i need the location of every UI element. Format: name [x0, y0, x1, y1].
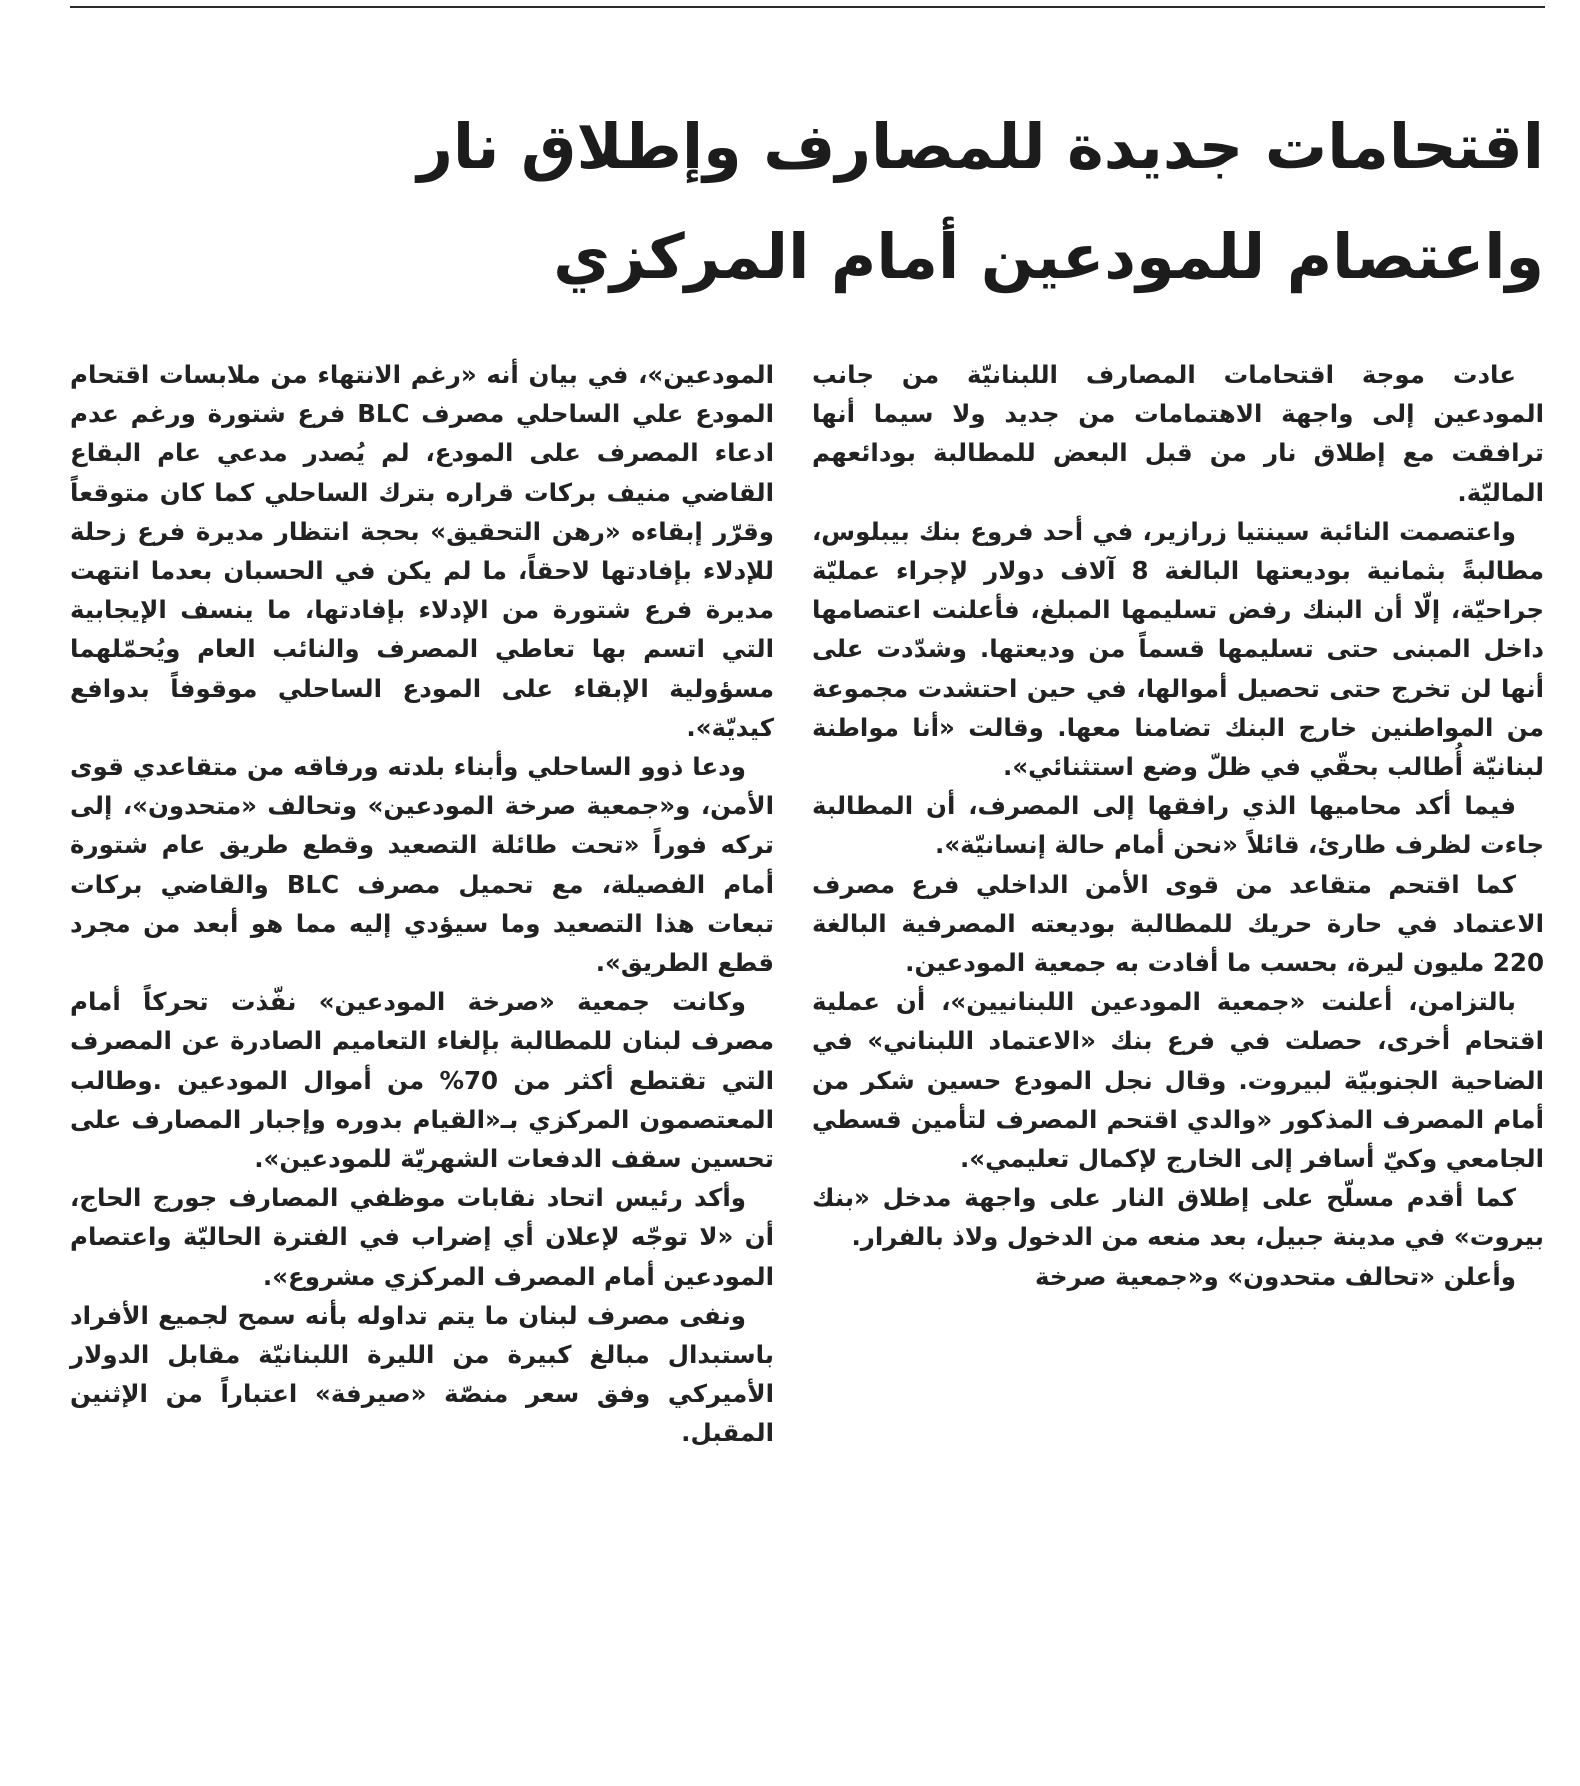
headline-line-1: اقتحامات جديدة للمصارف وإطلاق نار — [417, 110, 1544, 183]
paragraph: واعتصمت النائبة سينتيا زرازير، في أحد فروع بنك بيبلوس، مطالبةً بثمانية بوديعتها البالغة 8 آلاف دولار لإجراء عمليّة جراحيّة، إلّا أن البنك رفض تسليمها المبلغ، فأعلنت اعتصامها داخل المبنى حتى تسليمها قسماً من وديعتها. وشدّدت على أنها لن تخرج حتى تحصيل أموالها، في حين احتشدت مجموعة من المواطنين خارج البنك تضامنا معها. وقالت «أنا مواطنة لبنانيّة أُطالب بحقّي في ظلّ وضع استثنائي». — [812, 516, 1544, 782]
article-headline — [64, 92, 1544, 312]
article-column-right — [812, 355, 1544, 1296]
article-column-left — [70, 355, 774, 1453]
paragraph: كما اقتحم متقاعد من قوى الأمن الداخلي فرع مصرف الاعتماد في حارة حريك للمطالبة بوديعته المصرفية البالغة 220 مليون ليرة، بحسب ما أفادت به جمعية المودعين. — [812, 869, 1544, 978]
top-rule — [70, 6, 1545, 8]
paragraph: وأكد رئيس اتحاد نقابات موظفي المصارف جورج الحاج، أن «لا توجّه لإعلان أي إضراب في الفترة الحاليّة واعتصام المودعين أمام المصرف المركزي مشروع». — [70, 1183, 774, 1291]
paragraph: وكانت جمعية «صرخة المودعين» نفّذت تحركاً أمام مصرف لبنان للمطالبة بإلغاء التعاميم الصادرة عن المصرف التي تقتطع أكثر من 70% من أموال المودعين .وطالب المعتصمون المركزي بـ«القيام بدوره وإجبار المصارف على تحسين سقف الدفعات الشهريّة للمودعين». — [70, 987, 774, 1174]
paragraph: فيما أكد محاميها الذي رافقها إلى المصرف، أن المطالبة جاءت لظرف طارئ، قائلاً «نحن أمام حالة إنسانيّة». — [812, 791, 1544, 860]
paragraph: ودعا ذوو الساحلي وأبناء بلدته ورفاقه من متقاعدي قوى الأمن، و«جمعية صرخة المودعين» وتحالف «متحدون»، إلى تركه فوراً «تحت طائلة التصعيد وقطع طريق عام شتورة أمام الفصيلة، مع تحميل مصرف BLC والقاضي بركات تبعات هذا التصعيد وما سيؤدي إليه مما هو أبعد من مجرد قطع الطريق». — [70, 752, 774, 978]
paragraph: بالتزامن، أعلنت «جمعية المودعين اللبنانيين»، أن عملية اقتحام أخرى، حصلت في فرع بنك «الاعتماد اللبناني» في الضاحية الجنوبيّة لبيروت. وقال نجل المودع حسين شكر من أمام المصرف المذكور «والدي اقتحم المصرف لتأمين قسطي الجامعي وكيّ أسافر إلى الخارج لإكمال تعليمي». — [812, 987, 1544, 1174]
paragraph: وأعلن «تحالف متحدون» و«جمعية صرخة — [1035, 1261, 1516, 1291]
paragraph: ونفى مصرف لبنان ما يتم تداوله بأنه سمح لجميع الأفراد باستبدال مبالغ كبيرة من الليرة اللبنانيّة مقابل الدولار الأميركي وفق سعر منصّة «صيرفة» اعتباراً من الإثنين المقبل. — [70, 1300, 774, 1448]
paragraph: عادت موجة اقتحامات المصارف اللبنانيّة من جانب المودعين إلى واجهة الاهتمامات من جديد ولا سيما أنها ترافقت مع إطلاق نار من قبل البعض للمطالبة بودائعهم الماليّة. — [812, 360, 1544, 507]
paragraph: كما أقدم مسلّح على إطلاق النار على واجهة مدخل «بنك بيروت» في مدينة جبيل، بعد منعه من الدخول ولاذ بالفرار. — [812, 1183, 1544, 1252]
paragraph-continued: المودعين»، في بيان أنه «رغم الانتهاء من ملابسات اقتحام المودع علي الساحلي مصرف BLC فرع شتورة ورغم عدم ادعاء المصرف على المودع، لم يُصدر مدعي عام البقاع القاضي منيف بركات قراره بترك الساحلي كما كان متوقعاً وقرّر إبقاءه «رهن التحقيق» بحجة انتظار مديرة فرع زحلة للإدلاء بإفادتها لاحقاً، ما لم يكن في الحسبان بعدما انتهت مديرة فرع شتورة من الإدلاء بإفادتها، ما ينسف الإيجابية التي اتسم بها تعاطي المصرف والنائب العام ويُحمّلهما مسؤولية الإبقاء على المودع الساحلي موقوفاً بدوافع كيديّة». — [70, 360, 774, 742]
headline-line-2: واعتصام للمودعين أمام المركزي — [553, 220, 1544, 293]
